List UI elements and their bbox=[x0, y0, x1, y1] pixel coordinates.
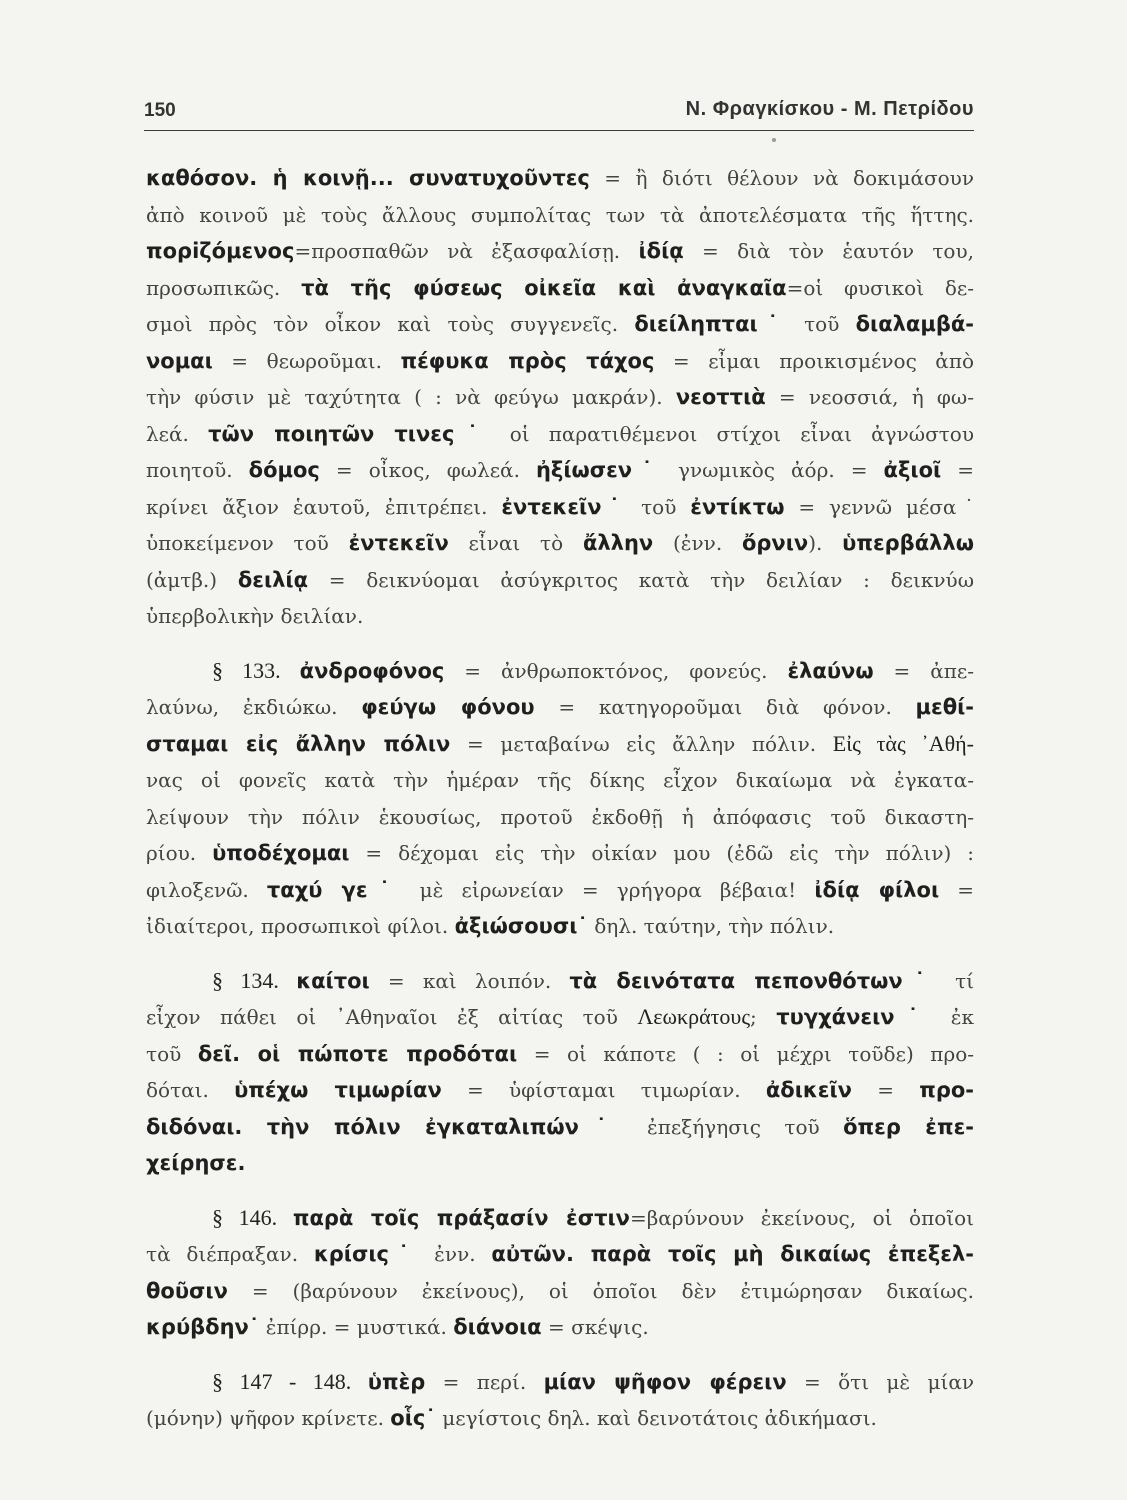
lemma: ὑπὲρ bbox=[367, 1369, 426, 1394]
lemma: μίαν ψῆφον φέρειν bbox=[543, 1369, 787, 1394]
text-line bbox=[146, 379, 974, 416]
lemma: ἰδίᾳ bbox=[638, 239, 684, 263]
gloss: κρίνει ἄξιον ἑαυτοῦ, ἐπιτρέπει. bbox=[146, 494, 502, 519]
gloss: εἶχον πάθει οἱ ᾿Αθηναῖοι ἐξ αἰτίας τοῦ bbox=[146, 1005, 638, 1029]
gloss: = καὶ λοιπόν. bbox=[369, 968, 570, 993]
paragraph bbox=[146, 1364, 974, 1437]
gloss: μὲ εἰρωνείαν = γρήγορα βέβαια! bbox=[401, 877, 815, 902]
lemma: μεθί- bbox=[915, 695, 974, 719]
gloss: = ἢ διότι θέλουν νὰ δοκιμάσουν bbox=[589, 166, 974, 190]
gloss: οἱ παρατιθέμενοι στίχοι εἶναι ἀγνώστου bbox=[490, 421, 974, 446]
text-line bbox=[146, 1364, 974, 1401]
section-mark: Λεωκράτους bbox=[637, 1004, 751, 1029]
gloss: φιλοξενῶ. bbox=[146, 877, 267, 902]
gloss: = δεικνύομαι ἀσύγκριτος κατὰ τὴν δειλίαν : δεικνύω bbox=[308, 567, 974, 592]
scan-speck bbox=[772, 138, 776, 142]
gloss: ἀπὸ κοινοῦ μὲ τοὺς ἄλλους συμπολίτας των τὰ ἀποτελέσματα τῆς ἥττης. bbox=[146, 202, 974, 227]
lemma: ἐλαύνω bbox=[787, 658, 874, 683]
text-line bbox=[146, 963, 974, 1000]
lemma: αὐτῶν. παρὰ τοῖς μὴ δικαίως ἐπεξελ- bbox=[491, 1242, 974, 1266]
text-line bbox=[146, 452, 974, 489]
text-line bbox=[146, 1109, 974, 1146]
gloss: τὴν φύσιν μὲ ταχύτητα ( : νὰ φεύγω μακράν). bbox=[146, 385, 676, 409]
gloss: = σκέψις. bbox=[541, 1315, 649, 1339]
paragraph bbox=[146, 160, 974, 635]
gloss: ). bbox=[808, 531, 843, 555]
lemma: νεοττιὰ bbox=[675, 385, 766, 409]
lemma: νομαι bbox=[146, 348, 213, 373]
lemma: πορiζόμενος bbox=[146, 239, 295, 263]
gloss: τοῦ bbox=[146, 1041, 198, 1066]
lemma: παρὰ τοῖς πράξασίν ἐστιν bbox=[292, 1205, 630, 1230]
lemma: ὑποδέχομαι bbox=[212, 841, 350, 865]
text-line bbox=[146, 1072, 974, 1109]
lemma: τὰ τῆς φύσεως οἰκεῖα καὶ ἀναγκαῖα bbox=[301, 275, 787, 300]
lemma: τυγχάνειν˙ bbox=[776, 1005, 932, 1029]
lemma: ἀξιώσουσι˙ bbox=[454, 914, 588, 938]
text-line bbox=[146, 908, 974, 945]
gloss: =οἱ φυσικοὶ δε- bbox=[786, 275, 974, 300]
text-line bbox=[146, 762, 974, 799]
lemma: τῶν ποιητῶν τινες˙ bbox=[208, 421, 491, 446]
lemma: προ- bbox=[919, 1078, 974, 1102]
gloss: τί bbox=[936, 968, 974, 993]
gloss: ἐκ bbox=[931, 1005, 974, 1029]
gloss: ἐπίρρ. = μυστικά. bbox=[259, 1315, 454, 1339]
lemma: διάνοια bbox=[453, 1315, 542, 1339]
gloss: = ὑφίσταμαι τιμωρίαν. bbox=[441, 1078, 766, 1102]
lemma: ἠξίωσεν˙ bbox=[535, 458, 662, 482]
gloss: = γεννῶ μέσα˙ bbox=[784, 494, 974, 519]
page-header bbox=[144, 96, 974, 131]
lemma: ἐντεκεῖν˙ bbox=[501, 494, 628, 519]
gloss: = bbox=[851, 1078, 920, 1102]
lemma: ταχύ γε˙ bbox=[266, 877, 402, 902]
gloss: = ἀπε- bbox=[873, 658, 974, 683]
gloss: =προσπαθῶν νὰ ἐξασφαλίσῃ. bbox=[294, 239, 639, 263]
lemma: σταμαι εἰς ἄλλην πόλιν bbox=[146, 731, 451, 756]
text-line bbox=[146, 160, 974, 197]
gloss: = bbox=[941, 458, 974, 482]
text-line bbox=[146, 489, 974, 526]
gloss: = οἶκος, φωλεά. bbox=[319, 458, 536, 482]
lemma: διαλαμβά- bbox=[855, 312, 974, 336]
text-line bbox=[146, 233, 974, 270]
gloss: τοῦ bbox=[787, 312, 856, 336]
text-line bbox=[146, 689, 974, 726]
paragraph bbox=[146, 1200, 974, 1346]
section-mark: Εἰς τὰς ᾿Αθή- bbox=[832, 730, 974, 756]
gloss: τὰ διέπραξαν. bbox=[146, 1242, 314, 1266]
lemma: δόμος bbox=[248, 458, 320, 482]
gloss: ρίου. bbox=[146, 841, 213, 865]
gloss: νας οἱ φονεῖς κατὰ τὴν ἡμέραν τῆς δίκης εἶχον δικαίωμα νὰ ἐγκατα- bbox=[146, 768, 974, 792]
section-mark: § 147 - 148. bbox=[212, 1368, 368, 1394]
lemma: δειλίᾳ bbox=[237, 567, 309, 592]
lemma: οἷς˙ bbox=[390, 1406, 436, 1430]
text-line bbox=[146, 306, 974, 343]
gloss: = οἱ κάποτε ( : οἱ μέχρι τοῦδε) προ- bbox=[517, 1041, 974, 1066]
gloss: = (βαρύνουν ἐκείνους), οἱ ὁποῖοι δὲν ἐτιμώρησαν δικαίως. bbox=[227, 1278, 974, 1303]
gloss: ἐπεξήγησις τοῦ bbox=[623, 1114, 844, 1139]
gloss: ὑποκείμενον τοῦ bbox=[146, 531, 349, 555]
gloss: = εἶμαι προικισμένος ἀπὸ bbox=[654, 348, 974, 373]
lemma: δεῖ. οἱ πώποτε προδόται bbox=[197, 1041, 518, 1066]
lemma: ὄρνιν bbox=[741, 531, 809, 555]
gloss: (ἀμτβ.) bbox=[146, 567, 238, 592]
section-mark: § 146. bbox=[212, 1204, 293, 1230]
lemma: θοῦσιν bbox=[146, 1278, 228, 1303]
text-line bbox=[146, 416, 974, 453]
text-line bbox=[146, 562, 974, 599]
gloss: (μόνην) ψῆφον κρίνετε. bbox=[146, 1406, 391, 1430]
paragraph bbox=[146, 653, 974, 945]
gloss: λείψουν τὴν πόλιν ἑκουσίως, προτοῦ ἐκδοθῇ ἡ ἀπόφασις τοῦ δικαστη- bbox=[146, 804, 974, 829]
text-line bbox=[146, 1309, 974, 1346]
gloss: δηλ. ταύτην, τὴν πόλιν. bbox=[587, 914, 835, 938]
gloss: = περί. bbox=[425, 1369, 544, 1394]
gloss: ἰδιαίτεροι, προσωπικοὶ φίλοι. bbox=[146, 914, 455, 938]
gloss: (ἐνν. bbox=[653, 531, 742, 555]
text-line bbox=[146, 525, 974, 562]
text-line bbox=[146, 598, 974, 635]
page-number: 150 bbox=[144, 100, 176, 121]
gloss: ὑπερβολικὴν δειλίαν. bbox=[146, 604, 364, 628]
section-mark: § 134. bbox=[212, 967, 297, 993]
gloss: σμοὶ πρὸς τὸν οἶκον καὶ τοὺς συγγενεῖς. bbox=[146, 312, 635, 336]
lemma: ὑπέχω τιμωρίαν bbox=[234, 1078, 442, 1102]
gloss: γνωμικὸς ἀόρ. = bbox=[661, 458, 884, 482]
text-line bbox=[146, 343, 974, 380]
lemma: ἄλλην bbox=[582, 531, 654, 555]
lemma: ὑπερβάλλω bbox=[842, 531, 974, 555]
gloss: = bbox=[939, 877, 974, 902]
gloss: μεγίστοις δηλ. καὶ δεινοτάτοις ἀδικήμασι. bbox=[435, 1406, 877, 1430]
text-line bbox=[146, 1400, 974, 1437]
gloss: = ὅτι μὲ μίαν bbox=[786, 1369, 974, 1394]
lemma: καίτοι bbox=[296, 968, 370, 993]
gloss: ἐνν. bbox=[418, 1242, 492, 1266]
gloss: λεά. bbox=[146, 421, 209, 446]
lemma: διείληπται˙ bbox=[634, 312, 788, 336]
paragraph bbox=[146, 963, 974, 1182]
lemma: ἀξιοῖ bbox=[883, 458, 942, 482]
lemma: πέφυκα πρὸς τάχος bbox=[400, 348, 655, 373]
lemma: καθόσον. ἡ κοινῇ... συνατυχοῦντες bbox=[146, 166, 590, 190]
running-head: Ν. Φραγκίσκου - Μ. Πετρίδου bbox=[685, 98, 974, 120]
gloss: ποιητοῦ. bbox=[146, 458, 249, 482]
gloss: = κατηγοροῦμαι διὰ φόνον. bbox=[534, 695, 916, 719]
text-line bbox=[146, 1273, 974, 1310]
lemma: κρύβδην˙ bbox=[146, 1315, 260, 1339]
gloss: ; bbox=[750, 1005, 777, 1029]
lemma: ἰδίᾳ φίλοι bbox=[814, 877, 940, 902]
gloss: λαύνω, ἐκδιώκω. bbox=[146, 695, 362, 719]
lemma: ἐντεκεῖν bbox=[348, 531, 449, 555]
gloss: = μεταβαίνω εἰς ἄλλην πόλιν. bbox=[450, 731, 833, 756]
text-line bbox=[146, 872, 974, 909]
gloss: = θεωροῦμαι. bbox=[212, 348, 401, 373]
gloss: εἶναι τὸ bbox=[448, 531, 583, 555]
lemma: χείρησε. bbox=[146, 1151, 246, 1175]
lemma: ἀνδροφόνος bbox=[299, 658, 445, 683]
text-line bbox=[146, 1200, 974, 1237]
gloss: τοῦ bbox=[627, 494, 691, 519]
lemma: τὰ δεινότατα πεπονθότων˙ bbox=[569, 968, 937, 993]
text-line bbox=[146, 726, 974, 763]
lemma: διδόναι. τὴν πόλιν ἐγκαταλιπών˙ bbox=[146, 1114, 624, 1139]
lemma: ἐντίκτω bbox=[690, 494, 785, 519]
text-line bbox=[146, 1236, 974, 1273]
text-line bbox=[146, 835, 974, 872]
gloss: = δέχομαι εἰς τὴν οἰκίαν μου (ἐδῶ εἰς τὴν πόλιν) : bbox=[349, 841, 974, 865]
text-line bbox=[146, 653, 974, 690]
lemma: ἀδικεῖν bbox=[765, 1078, 852, 1102]
text-line bbox=[146, 999, 974, 1036]
commentary-body bbox=[146, 160, 974, 1455]
text-line bbox=[146, 1036, 974, 1073]
text-line bbox=[146, 197, 974, 234]
lemma: κρίσις˙ bbox=[313, 1242, 419, 1266]
text-line bbox=[146, 799, 974, 836]
text-line bbox=[146, 1145, 974, 1182]
gloss: =βαρύνουν ἐκείνους, οἱ ὁποῖοι bbox=[629, 1205, 974, 1230]
gloss: = ἀνθρωποκτόνος, φονεύς. bbox=[444, 658, 788, 683]
section-mark: § 133. bbox=[212, 657, 300, 683]
lemma: ὅπερ ἐπε- bbox=[843, 1114, 974, 1139]
text-line bbox=[146, 270, 974, 307]
gloss: προσωπικῶς. bbox=[146, 275, 302, 300]
gloss: = διὰ τὸν ἑαυτόν του, bbox=[683, 239, 974, 263]
gloss: δόται. bbox=[146, 1078, 235, 1102]
lemma: φεύγω φόνου bbox=[361, 695, 535, 719]
gloss: = νεοσσιά, ἡ φω- bbox=[765, 385, 974, 409]
